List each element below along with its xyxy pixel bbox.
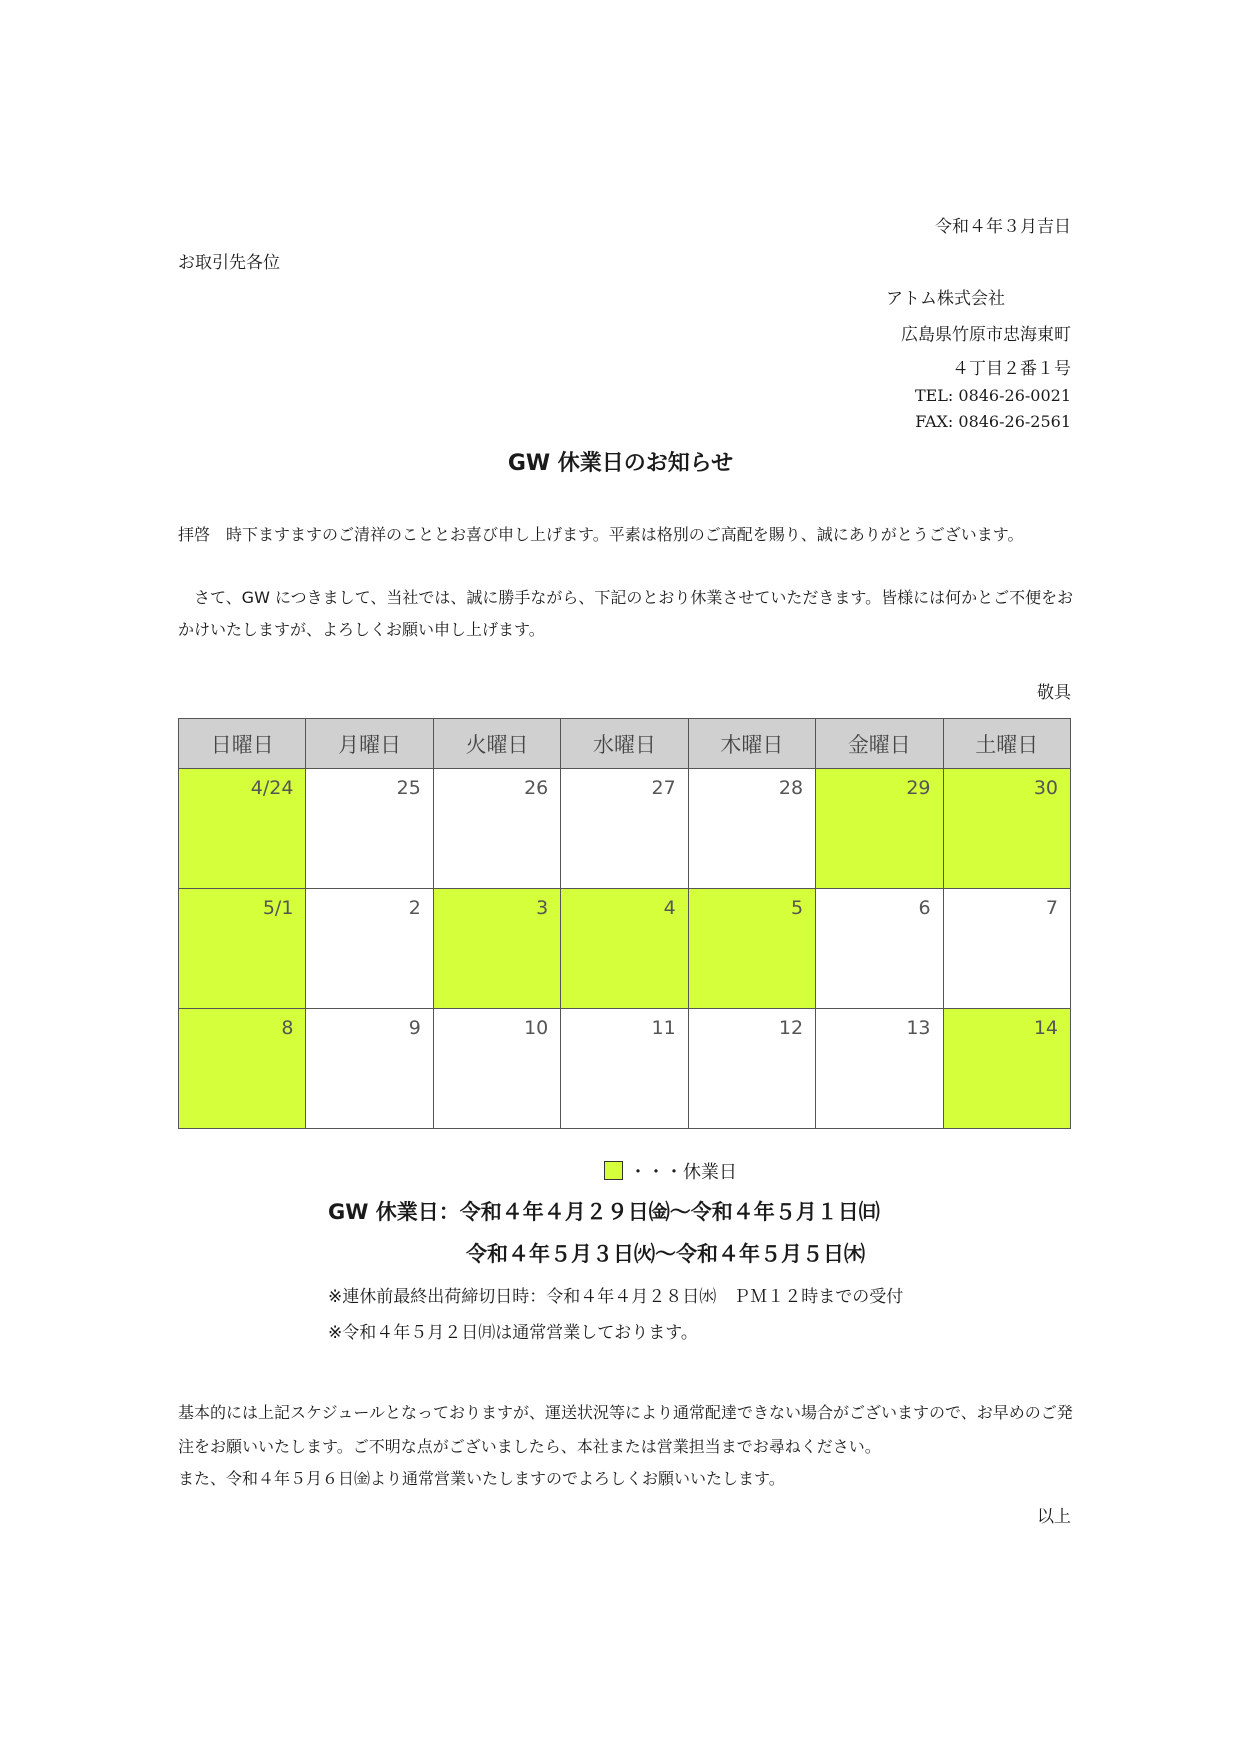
weekday-monday: 月曜日 [306,719,433,769]
calendar-day-cell: 28 [688,769,815,889]
weekday-wednesday: 水曜日 [561,719,688,769]
document-date: 令和４年３月吉日 [935,217,1071,237]
holiday-calendar [178,718,1071,1129]
calendar-day-cell: 8 [179,1009,306,1129]
calendar-day-cell: 13 [816,1009,943,1129]
calendar-day-cell: 14 [943,1009,1070,1129]
weekday-friday: 金曜日 [816,719,943,769]
address-line-1: 広島県竹原市忠海東町 [901,325,1071,345]
resume-paragraph: また、令和４年５月６日㈮より通常営業いたしますのでよろしくお願いいたします。 [178,1469,785,1488]
company-name: アトム株式会社 [886,289,1005,309]
fax-number: FAX: 0846-26-2561 [915,412,1071,431]
calendar-legend [604,1158,737,1184]
greeting-paragraph: 拝啓 時下ますますのご清祥のこととお喜び申し上げます。平素は格別のご高配を賜り、誠にありがとうございます。 [178,525,1024,544]
calendar-day-cell: 30 [943,769,1070,889]
closing-mark: 以上 [1037,1507,1071,1527]
calendar-day-cell: 6 [816,889,943,1009]
weekday-sunday: 日曜日 [179,719,306,769]
calendar-day-cell: 9 [306,1009,433,1129]
tel-number: TEL: 0846-26-0021 [914,386,1071,405]
calendar-day-cell: 27 [561,769,688,889]
calendar-day-cell: 4 [561,889,688,1009]
holiday-swatch [604,1161,623,1180]
weekday-thursday: 木曜日 [688,719,815,769]
calendar-day-cell: 29 [816,769,943,889]
calendar-day-cell: 12 [688,1009,815,1129]
weekday-tuesday: 火曜日 [433,719,560,769]
footer-paragraph: 基本的には上記スケジュールとなっておりますが、運送状況等により通常配達できない場合がございますので、お早めのご発注をお願いいたします。ご不明な点がございましたら、本社または営業担当までお尋ねください。 [178,1403,1073,1456]
announcement-paragraph: さて、GW につきまして、当社では、誠に勝手ながら、下記のとおり休業させていただきます。皆様には何かとご不便をおかけいたしますが、よろしくお願い申し上げます。 [178,588,1074,639]
calendar-day-cell: 5 [688,889,815,1009]
closing-salutation: 敬具 [1037,683,1071,703]
calendar-day-cell: 11 [561,1009,688,1129]
gw-schedule-line-2: 令和４年５月３日㈫～令和４年５月５日㈭ [466,1242,865,1266]
calendar-week-row [179,1009,1071,1129]
document-title: GW 休業日のお知らせ [507,451,734,476]
gw-schedule-line-1: GW 休業日：令和４年４月２９日㈮～令和４年５月１日㈰ [328,1200,880,1224]
weekday-header-row [179,719,1071,769]
calendar-day-cell: 26 [433,769,560,889]
calendar-week-row [179,769,1071,889]
calendar-day-cell: 7 [943,889,1070,1009]
weekday-saturday: 土曜日 [943,719,1070,769]
calendar-day-cell: 10 [433,1009,560,1129]
calendar-day-cell: 4/24 [179,769,306,889]
legend-label: ・・・休業日 [629,1162,737,1183]
calendar-week-row [179,889,1071,1009]
calendar-day-cell: 3 [433,889,560,1009]
shipping-deadline-note: ※連休前最終出荷締切日時：令和４年４月２８日㈬ ＰＭ１２時までの受付 [328,1287,904,1307]
recipient: お取引先各位 [178,253,280,273]
calendar-day-cell: 2 [306,889,433,1009]
calendar-day-cell: 25 [306,769,433,889]
address-line-2: ４丁目２番１号 [952,359,1071,379]
business-day-note: ※令和４年５月２日㈪は通常営業しております。 [328,1323,698,1343]
calendar-day-cell: 5/1 [179,889,306,1009]
